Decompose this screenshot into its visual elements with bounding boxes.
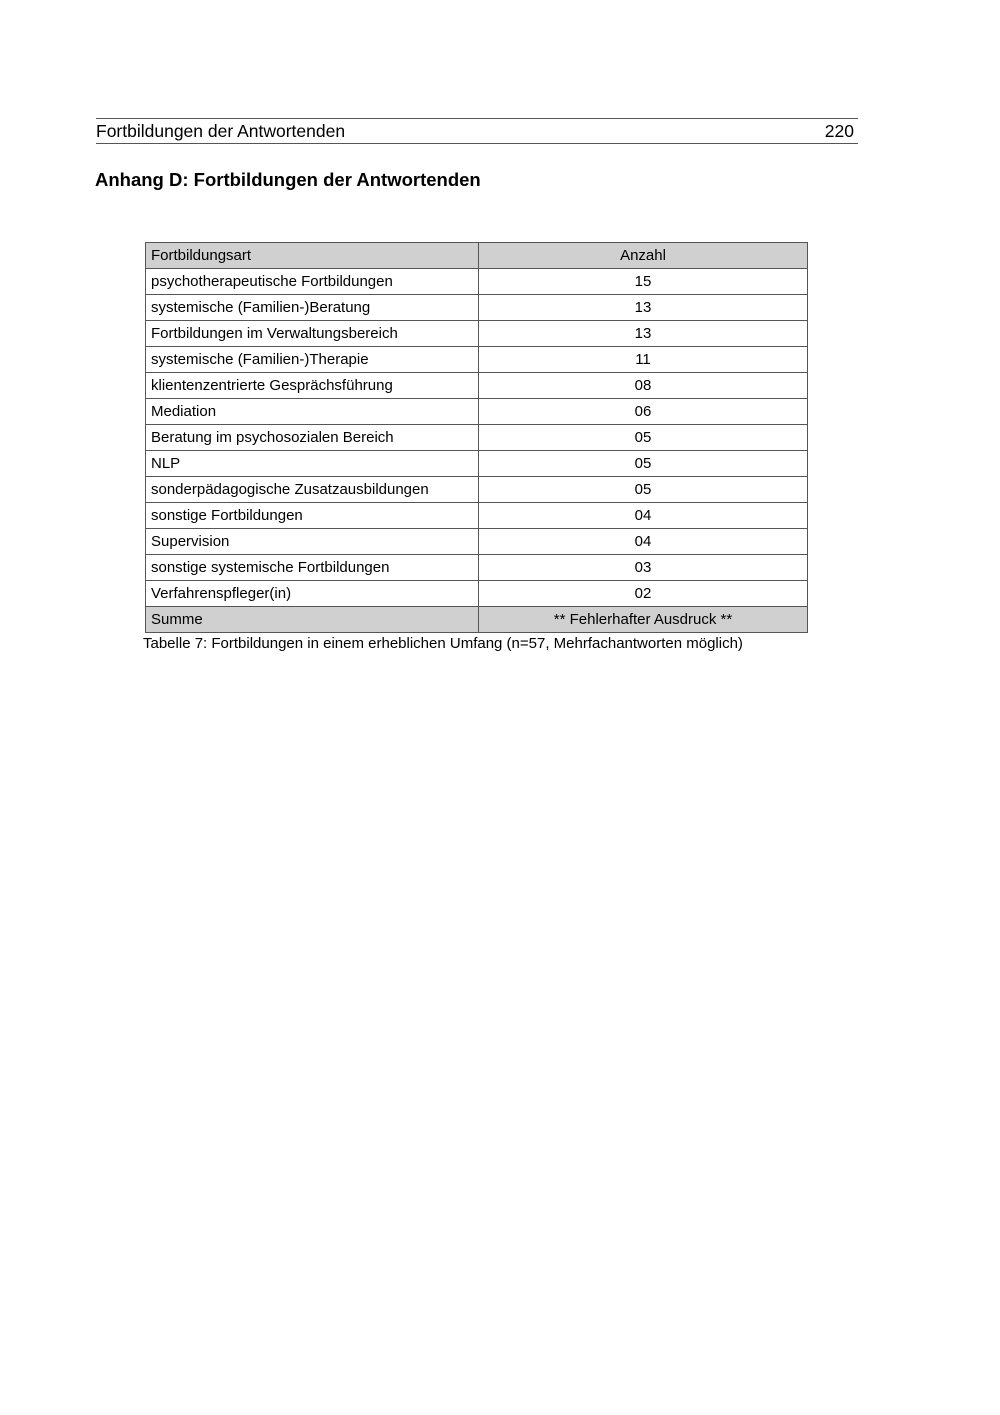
table-row <box>146 321 808 347</box>
column-header-type: Fortbildungsart <box>146 243 479 269</box>
page-number: 220 <box>824 121 854 141</box>
row-value: 04 <box>479 503 808 529</box>
row-value: 05 <box>479 477 808 503</box>
table-row <box>146 477 808 503</box>
table-row <box>146 503 808 529</box>
table-row <box>146 347 808 373</box>
section-heading: Anhang D: Fortbildungen der Antwortenden <box>95 169 481 190</box>
row-label: Verfahrenspfleger(in) <box>146 581 479 607</box>
row-label: Supervision <box>146 529 479 555</box>
table-caption: Tabelle 7: Fortbildungen in einem erheblichen Umfang (n=57, Mehrfachantworten möglich) <box>143 635 743 652</box>
table-row <box>146 451 808 477</box>
column-header-count: Anzahl <box>479 243 808 269</box>
row-label: Beratung im psychosozialen Bereich <box>146 425 479 451</box>
table-row <box>146 425 808 451</box>
table-row <box>146 581 808 607</box>
total-label: Summe <box>146 607 479 633</box>
table-total-row <box>146 607 808 633</box>
training-table <box>145 242 808 633</box>
table-row <box>146 373 808 399</box>
row-value: 05 <box>479 451 808 477</box>
row-value: 05 <box>479 425 808 451</box>
row-value: 08 <box>479 373 808 399</box>
row-value: 06 <box>479 399 808 425</box>
table-row <box>146 399 808 425</box>
row-label: NLP <box>146 451 479 477</box>
row-value: 04 <box>479 529 808 555</box>
running-header <box>96 118 858 144</box>
row-label: systemische (Familien-)Therapie <box>146 347 479 373</box>
row-value: 15 <box>479 269 808 295</box>
row-label: sonderpädagogische Zusatzausbildungen <box>146 477 479 503</box>
row-value: 03 <box>479 555 808 581</box>
table-row <box>146 269 808 295</box>
table-row <box>146 295 808 321</box>
total-value: ** Fehlerhafter Ausdruck ** <box>479 607 808 633</box>
table-row <box>146 529 808 555</box>
table-row <box>146 555 808 581</box>
table-header-row <box>146 243 808 269</box>
row-label: klientenzentrierte Gesprächsführung <box>146 373 479 399</box>
row-label: Mediation <box>146 399 479 425</box>
running-title: Fortbildungen der Antwortenden <box>96 121 346 141</box>
row-value: 11 <box>479 347 808 373</box>
row-value: 02 <box>479 581 808 607</box>
row-label: psychotherapeutische Fortbildungen <box>146 269 479 295</box>
row-label: sonstige systemische Fortbildungen <box>146 555 479 581</box>
row-value: 13 <box>479 321 808 347</box>
row-label: Fortbildungen im Verwaltungsbereich <box>146 321 479 347</box>
row-label: systemische (Familien-)Beratung <box>146 295 479 321</box>
row-value: 13 <box>479 295 808 321</box>
row-label: sonstige Fortbildungen <box>146 503 479 529</box>
